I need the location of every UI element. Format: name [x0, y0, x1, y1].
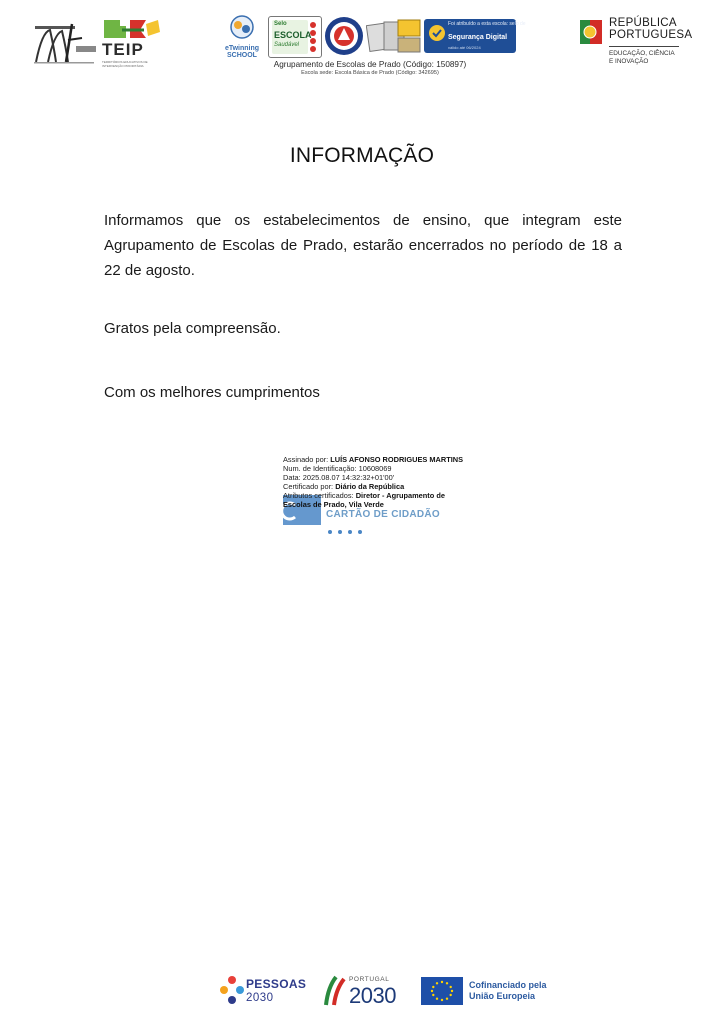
republic-line-1: REPÚBLICA	[609, 17, 677, 29]
date-label: Data:	[283, 473, 301, 482]
republic-emblem	[578, 16, 604, 48]
signature-attributes-cont	[283, 501, 384, 510]
citizen-card-text: CARTÃO DE CIDADÃO	[326, 509, 440, 520]
etwinning-label: eTwinning	[224, 45, 260, 52]
signer-name: LUÍS AFONSO RODRIGUES MARTINS	[330, 455, 464, 464]
school-photos-badge	[366, 18, 422, 54]
teip-subtitle: TERRITÓRIOS EDUCATIVOS DE INTERVENÇÃO PRIORITÁRIA	[102, 60, 148, 68]
ministry-line-1: EDUCAÇÃO, CIÊNCIA	[609, 50, 675, 57]
cert-label: Certificado por:	[283, 482, 334, 491]
etwinning-school-label: SCHOOL	[227, 52, 257, 59]
school-name: Agrupamento de Escolas de Prado (Código: 150897)	[273, 60, 467, 69]
republic-line-2: PORTUGUESA	[609, 29, 693, 41]
school-logo	[32, 18, 100, 66]
pessoas-label: PESSOAS	[246, 977, 307, 991]
eu-flag	[421, 977, 463, 1005]
republic-divider	[609, 46, 679, 47]
round-seal-badge	[324, 16, 364, 56]
security-line-2: Segurança Digital	[448, 34, 508, 41]
attr-label: Atributos certificados:	[283, 491, 354, 500]
pessoas-2030-logo	[218, 974, 246, 1008]
etwinning-badge	[222, 14, 262, 58]
information-paragraph: Informamos que os estabelecimentos de ensino, que integram este Agrupamento de Escolas de Prado, estarão encerrados no período de 18 a 22 de agosto.	[104, 212, 622, 279]
seal-label-1: Selo	[274, 21, 287, 27]
portugal-2030-logo	[322, 975, 346, 1007]
portugal-year: 2030	[349, 983, 396, 1008]
portugal-label: PORTUGAL	[349, 976, 390, 983]
attr-value: Diretor - Agrupamento de	[355, 491, 445, 500]
cert-value: Diário da República	[335, 482, 405, 491]
closing-line: Com os melhores cumprimentos	[104, 384, 320, 401]
thanks-line: Gratos pela compreensão.	[104, 320, 281, 337]
security-line-3: válido até 06/2024	[448, 45, 481, 50]
shield-icon	[428, 23, 446, 49]
teip-logo-text: TEIP	[102, 40, 144, 59]
eu-cofinanced-line-1: Cofinanciado pela	[469, 980, 547, 990]
seal-label-3: Saudável	[274, 42, 300, 48]
eu-cofinanced-line-2: União Europeia	[469, 991, 536, 1001]
pessoas-year: 2030	[246, 992, 274, 1004]
signed-by-label: Assinado por:	[283, 455, 329, 464]
citizen-card-dots	[327, 522, 367, 540]
seal-label-2: ESCOLA	[274, 30, 312, 40]
attr-value-2: Escolas de Prado, Vila Verde	[283, 500, 384, 509]
security-line-1: Foi atribuído a esta escola: selo de	[448, 21, 526, 27]
healthy-school-seal	[268, 16, 322, 58]
ministry-line-2: E INOVAÇÃO	[609, 58, 649, 65]
date-value: 2025.08.07 14:32:32+01'00'	[302, 473, 395, 482]
school-seat: Escola sede: Escola Básica de Prado (Código: 342695)	[301, 70, 439, 76]
document-title: INFORMAÇÃO	[289, 144, 435, 167]
id-label: Num. de Identificação:	[283, 464, 357, 473]
id-value: 10608069	[358, 464, 392, 473]
